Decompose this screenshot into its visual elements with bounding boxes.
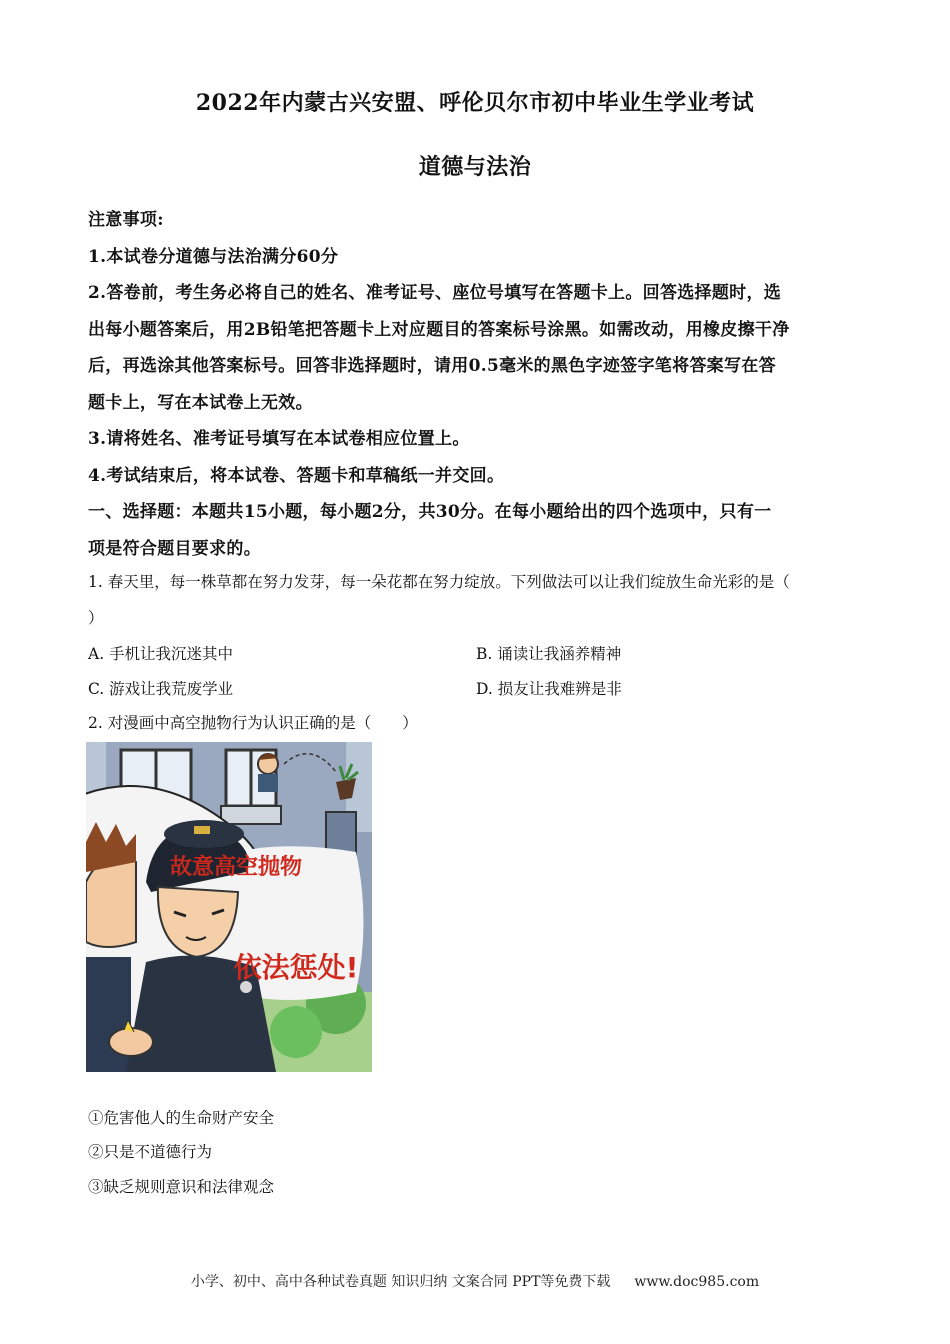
notes-item: 2.答卷前，考生务必将自己的姓名、准考证号、座位号填写在答题卡上。回答选择题时，选 <box>88 283 782 303</box>
notes-item: 题卡上，写在本试卷上无效。 <box>88 393 313 413</box>
question-2-statement-2: ②只是不道德行为 <box>88 1143 213 1161</box>
question-2-statement-3: ③缺乏规则意识和法律观念 <box>88 1178 275 1196</box>
exam-subject: 道德与法治 <box>418 154 532 180</box>
question-1-stem: 1. 春天里，每一株草都在努力发芽，每一朵花都在努力绽放。下列做法可以让我们绽放生命光彩的是（ <box>88 573 790 591</box>
notes-heading: 注意事项: <box>88 210 164 230</box>
section-heading-cont: 项是符合题目要求的。 <box>88 539 261 559</box>
notes-item: 3.请将姓名、准考证号填写在本试卷相应位置上。 <box>88 429 470 449</box>
footer-text: 小学、初中、高中各种试卷真题 知识归纳 文案合同 PPT等免费下载 <box>190 1274 611 1290</box>
section-heading: 一、选择题：本题共15小题，每小题2分，共30分。在每小题给出的四个选项中，只有一 <box>88 502 772 522</box>
notes-item: 4.考试结束后，将本试卷、答题卡和草稿纸一并交回。 <box>88 466 505 486</box>
comic-illustration <box>86 742 372 1072</box>
notes-item: 出每小题答案后，用2B铅笔把答题卡上对应题目的答案标号涂黑。如需改动，用橡皮擦干净 <box>88 320 790 340</box>
notes-item: 后，再选涂其他答案标号。回答非选择题时，请用0.5毫米的黑色字迹签字笔将答案写在答 <box>88 356 776 376</box>
question-2-stem: 2. 对漫画中高空抛物行为认识正确的是（ ） <box>88 714 418 732</box>
question-2-statement-1: ①危害他人的生命财产安全 <box>88 1109 275 1127</box>
question-1-stem-cont: ） <box>88 609 104 627</box>
page-footer <box>0 1271 950 1291</box>
question-1-option-b: B. 诵读让我涵养精神 <box>476 645 622 663</box>
question-1-option-d: D. 损友让我难辨是非 <box>476 680 622 698</box>
question-1-option-c: C. 游戏让我荒废学业 <box>88 680 234 698</box>
exam-title: 2022年内蒙古兴安盟、呼伦贝尔市初中毕业生学业考试 <box>195 90 755 116</box>
comic-caption-1: 故意高空抛物 <box>169 855 303 880</box>
question-1-option-a: A. 手机让我沉迷其中 <box>88 645 234 663</box>
comic-caption-2: 依法惩处! <box>233 951 359 984</box>
notes-item: 1.本试卷分道德与法治满分60分 <box>88 247 339 267</box>
footer-url[interactable]: www.doc985.com <box>634 1274 760 1290</box>
